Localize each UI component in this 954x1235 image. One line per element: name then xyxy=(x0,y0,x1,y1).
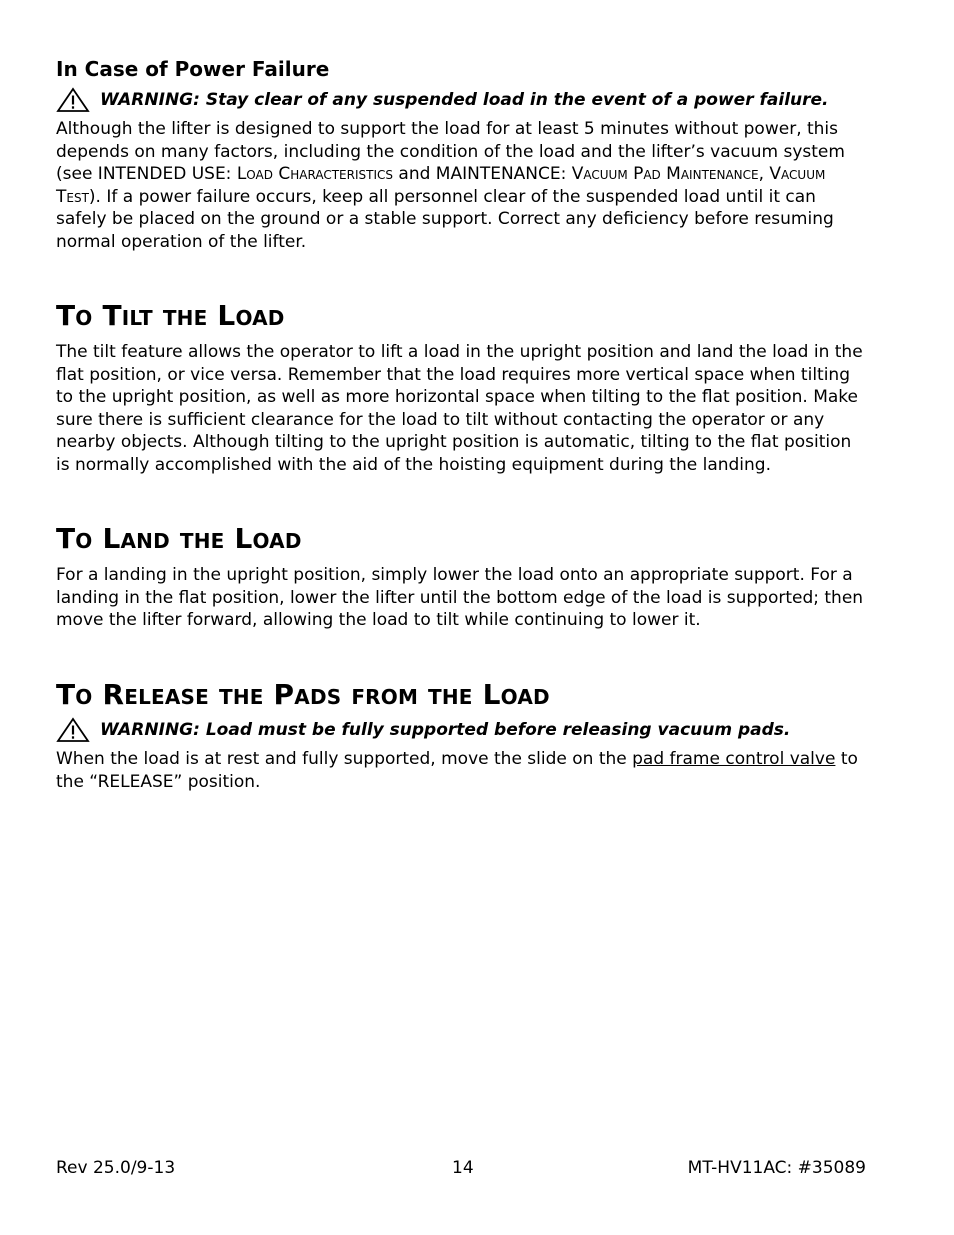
pad-frame-control-valve-link[interactable]: pad frame control valve xyxy=(632,749,836,769)
tilt-heading: To Tilt the Load xyxy=(56,299,285,332)
footer-page-number: 14 xyxy=(452,1158,474,1178)
tilt-paragraph: The tilt feature allows the operator to lift a load in the upright position and land the load in the flat position, or vice versa. Remember that the load requires more vertical space when tilting to the upright position, as well as more horizontal space when tilting to the flat position. Make sure there is sufficient clearance for the load to tilt without contacting the operator or any nearby objects. Although tilting to the upright position is automatic, tilting to the flat position is normally accomplished with the aid of the hoisting equipment during the landing. xyxy=(56,342,863,475)
warning-triangle-icon xyxy=(56,87,90,113)
land-paragraph: For a landing in the upright position, simply lower the load onto an appropriate support. For a landing in the flat position, lower the lifter until the bottom edge of the load is supported; then move the lifter forward, allowing the load to tilt while continuing to lower it. xyxy=(56,565,864,631)
cross-reference: Vacuum Pad Maintenance, Vacuum Test xyxy=(56,164,826,207)
cross-reference: Load Characteristics xyxy=(236,164,393,185)
warning-text: WARNING: Stay clear of any suspended load in the event of a power failure. xyxy=(100,90,829,110)
paragraph-text: When the load is at rest and fully supported, move the slide on the xyxy=(56,749,633,769)
power-failure-heading: In Case of Power Failure xyxy=(56,57,330,81)
paragraph-text: Although the lifter is designed to support the load for at least 5 minutes without power, this depends on many factors, including the condition of the load and the lifter’s vacuum system (see INTENDED USE: xyxy=(56,119,845,185)
power-failure-paragraph xyxy=(56,118,866,254)
footer-model: MT-HV11AC: #35089 xyxy=(687,1158,866,1178)
power-failure-warning xyxy=(56,87,829,113)
land-heading: To Land the Load xyxy=(56,522,302,555)
release-warning xyxy=(56,717,790,743)
paragraph-text: ). If a power failure occurs, keep all personnel clear of the suspended load until it can safely be placed on the ground or a stable support. Correct any deficiency before resuming normal operation of the lifter. xyxy=(56,186,834,252)
warning-triangle-icon xyxy=(56,717,90,743)
paragraph-text: to the “RELEASE” position. xyxy=(56,749,858,792)
release-paragraph xyxy=(56,748,866,793)
warning-text: WARNING: Load must be fully supported before releasing vacuum pads. xyxy=(100,720,791,740)
footer-revision: Rev 25.0/9-13 xyxy=(56,1158,176,1178)
paragraph-text: and MAINTENANCE: xyxy=(393,164,572,185)
release-heading: To Release the Pads from the Load xyxy=(56,678,550,711)
